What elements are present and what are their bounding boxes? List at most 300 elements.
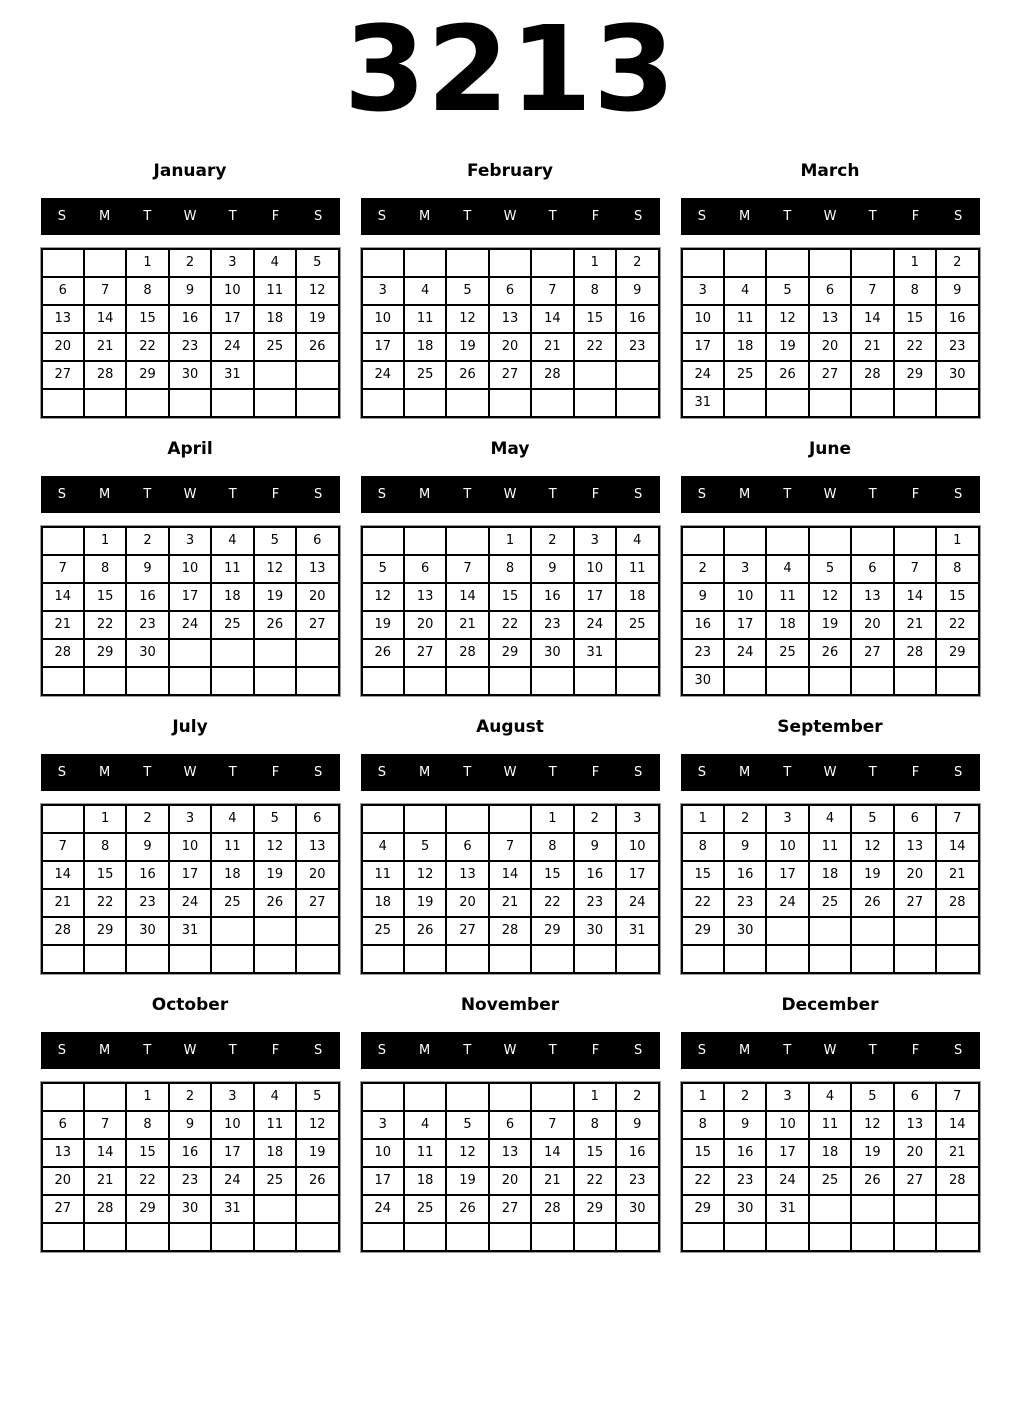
day-cell: 1 bbox=[936, 527, 978, 555]
empty-day-cell bbox=[809, 667, 851, 695]
day-cell: 26 bbox=[851, 889, 893, 917]
month-block bbox=[361, 160, 660, 418]
month-grid bbox=[681, 1082, 980, 1252]
day-cell: 30 bbox=[126, 917, 168, 945]
day-cell: 19 bbox=[254, 583, 296, 611]
day-cell: 13 bbox=[809, 305, 851, 333]
day-cell: 28 bbox=[42, 639, 84, 667]
week-row bbox=[42, 667, 339, 695]
day-cell: 17 bbox=[616, 861, 658, 889]
empty-day-cell bbox=[254, 1195, 296, 1223]
day-cell: 6 bbox=[894, 805, 936, 833]
day-cell: 23 bbox=[574, 889, 616, 917]
day-cell: 17 bbox=[211, 1139, 253, 1167]
day-cell: 29 bbox=[574, 1195, 616, 1223]
empty-day-cell bbox=[211, 917, 253, 945]
day-cell: 23 bbox=[724, 889, 766, 917]
week-row bbox=[682, 527, 979, 555]
day-cell: 7 bbox=[531, 277, 573, 305]
day-cell: 26 bbox=[851, 1167, 893, 1195]
empty-day-cell bbox=[169, 1223, 211, 1251]
day-cell: 15 bbox=[84, 861, 126, 889]
day-cell: 10 bbox=[169, 555, 211, 583]
week-row bbox=[42, 1223, 339, 1251]
day-cell: 23 bbox=[531, 611, 573, 639]
day-cell: 25 bbox=[211, 611, 253, 639]
day-cell: 3 bbox=[574, 527, 616, 555]
weekday-header-row bbox=[361, 1032, 660, 1069]
day-cell: 24 bbox=[574, 611, 616, 639]
day-cell: 25 bbox=[809, 889, 851, 917]
empty-day-cell bbox=[446, 667, 488, 695]
day-cell: 22 bbox=[126, 333, 168, 361]
week-row bbox=[682, 1083, 979, 1111]
day-cell: 3 bbox=[724, 555, 766, 583]
day-cell: 14 bbox=[446, 583, 488, 611]
day-cell: 14 bbox=[936, 1111, 978, 1139]
empty-day-cell bbox=[84, 249, 126, 277]
empty-day-cell bbox=[682, 1223, 724, 1251]
week-row bbox=[42, 555, 339, 583]
month-block bbox=[361, 438, 660, 696]
day-cell: 22 bbox=[531, 889, 573, 917]
week-row bbox=[42, 945, 339, 973]
day-cell: 10 bbox=[211, 1111, 253, 1139]
weekday-header-cell: F bbox=[591, 208, 600, 224]
day-cell: 1 bbox=[574, 1083, 616, 1111]
weekday-header-cell: F bbox=[591, 764, 600, 780]
weekday-header-cell: T bbox=[868, 1042, 877, 1058]
month-grid bbox=[361, 1082, 660, 1252]
day-cell: 17 bbox=[211, 305, 253, 333]
day-cell: 12 bbox=[296, 277, 338, 305]
day-cell: 19 bbox=[809, 611, 851, 639]
day-cell: 5 bbox=[851, 805, 893, 833]
day-cell: 13 bbox=[851, 583, 893, 611]
day-cell: 19 bbox=[404, 889, 446, 917]
day-cell: 13 bbox=[894, 833, 936, 861]
day-cell: 5 bbox=[809, 555, 851, 583]
week-row bbox=[42, 277, 339, 305]
day-cell: 2 bbox=[616, 1083, 658, 1111]
day-cell: 12 bbox=[766, 305, 808, 333]
empty-day-cell bbox=[84, 1223, 126, 1251]
day-cell: 16 bbox=[724, 1139, 766, 1167]
day-cell: 19 bbox=[362, 611, 404, 639]
weekday-header-row bbox=[41, 754, 340, 791]
day-cell: 6 bbox=[404, 555, 446, 583]
empty-day-cell bbox=[531, 667, 573, 695]
month-grid bbox=[681, 248, 980, 418]
day-cell: 23 bbox=[936, 333, 978, 361]
month-block bbox=[681, 716, 980, 974]
day-cell: 7 bbox=[936, 805, 978, 833]
day-cell: 9 bbox=[126, 555, 168, 583]
weekday-header-cell: F bbox=[271, 486, 280, 502]
day-cell: 27 bbox=[894, 1167, 936, 1195]
day-cell: 30 bbox=[126, 639, 168, 667]
empty-day-cell bbox=[404, 805, 446, 833]
week-row bbox=[682, 611, 979, 639]
day-cell: 10 bbox=[766, 833, 808, 861]
day-cell: 25 bbox=[724, 361, 766, 389]
day-cell: 6 bbox=[446, 833, 488, 861]
day-cell: 4 bbox=[211, 527, 253, 555]
weekday-header-cell: S bbox=[57, 486, 66, 502]
day-cell: 12 bbox=[296, 1111, 338, 1139]
day-cell: 10 bbox=[169, 833, 211, 861]
day-cell: 4 bbox=[616, 527, 658, 555]
weekday-header-cell: S bbox=[57, 208, 66, 224]
empty-day-cell bbox=[894, 667, 936, 695]
day-cell: 22 bbox=[574, 333, 616, 361]
empty-day-cell bbox=[766, 667, 808, 695]
month-name: July bbox=[172, 716, 208, 737]
weekday-header-cell: T bbox=[463, 208, 472, 224]
empty-day-cell bbox=[362, 389, 404, 417]
empty-day-cell bbox=[254, 1223, 296, 1251]
day-cell: 7 bbox=[84, 1111, 126, 1139]
day-cell: 28 bbox=[894, 639, 936, 667]
empty-day-cell bbox=[84, 1083, 126, 1111]
weekday-header-cell: S bbox=[634, 486, 643, 502]
day-cell: 9 bbox=[126, 833, 168, 861]
day-cell: 15 bbox=[682, 861, 724, 889]
weekday-header-cell: T bbox=[228, 1042, 237, 1058]
day-cell: 28 bbox=[936, 889, 978, 917]
empty-day-cell bbox=[169, 945, 211, 973]
day-cell: 22 bbox=[894, 333, 936, 361]
weekday-header-cell: W bbox=[823, 208, 837, 224]
day-cell: 24 bbox=[362, 1195, 404, 1223]
day-cell: 20 bbox=[894, 861, 936, 889]
day-cell: 4 bbox=[724, 277, 766, 305]
day-cell: 28 bbox=[851, 361, 893, 389]
empty-day-cell bbox=[211, 639, 253, 667]
weekday-header-cell: T bbox=[143, 486, 152, 502]
day-cell: 2 bbox=[724, 805, 766, 833]
day-cell: 28 bbox=[531, 1195, 573, 1223]
day-cell: 14 bbox=[851, 305, 893, 333]
weekday-header-cell: M bbox=[738, 486, 751, 502]
week-row bbox=[682, 833, 979, 861]
day-cell: 11 bbox=[404, 1139, 446, 1167]
day-cell: 5 bbox=[254, 805, 296, 833]
day-cell: 28 bbox=[489, 917, 531, 945]
empty-day-cell bbox=[211, 389, 253, 417]
weekday-header-cell: S bbox=[314, 486, 323, 502]
weekday-header-cell: M bbox=[738, 764, 751, 780]
empty-day-cell bbox=[254, 667, 296, 695]
day-cell: 8 bbox=[531, 833, 573, 861]
weekday-header-cell: T bbox=[463, 486, 472, 502]
empty-day-cell bbox=[446, 249, 488, 277]
empty-day-cell bbox=[766, 389, 808, 417]
day-cell: 23 bbox=[126, 611, 168, 639]
weekday-header-cell: T bbox=[783, 486, 792, 502]
day-cell: 30 bbox=[169, 361, 211, 389]
empty-day-cell bbox=[42, 389, 84, 417]
empty-day-cell bbox=[936, 917, 978, 945]
month-name: February bbox=[466, 160, 554, 181]
day-cell: 24 bbox=[169, 611, 211, 639]
weekday-header-cell: S bbox=[697, 1042, 706, 1058]
day-cell: 31 bbox=[169, 917, 211, 945]
day-cell: 30 bbox=[531, 639, 573, 667]
weekday-header-cell: W bbox=[183, 764, 197, 780]
weekday-header-cell: W bbox=[183, 208, 197, 224]
week-row bbox=[362, 667, 659, 695]
week-row bbox=[362, 249, 659, 277]
empty-day-cell bbox=[254, 917, 296, 945]
day-cell: 28 bbox=[936, 1167, 978, 1195]
week-row bbox=[682, 945, 979, 973]
empty-day-cell bbox=[296, 639, 338, 667]
day-cell: 29 bbox=[682, 1195, 724, 1223]
empty-day-cell bbox=[254, 945, 296, 973]
weekday-header-row bbox=[41, 1032, 340, 1069]
day-cell: 4 bbox=[404, 1111, 446, 1139]
day-cell: 4 bbox=[362, 833, 404, 861]
day-cell: 26 bbox=[404, 917, 446, 945]
weekday-header-cell: M bbox=[418, 208, 431, 224]
day-cell: 21 bbox=[851, 333, 893, 361]
weekday-header-cell: W bbox=[503, 486, 517, 502]
day-cell: 7 bbox=[936, 1083, 978, 1111]
day-cell: 26 bbox=[766, 361, 808, 389]
day-cell: 22 bbox=[682, 889, 724, 917]
empty-day-cell bbox=[489, 945, 531, 973]
week-row bbox=[682, 1167, 979, 1195]
day-cell: 28 bbox=[446, 639, 488, 667]
empty-day-cell bbox=[211, 667, 253, 695]
weekday-header-cell: T bbox=[463, 764, 472, 780]
weekday-header-cell: W bbox=[503, 208, 517, 224]
empty-day-cell bbox=[42, 667, 84, 695]
day-cell: 6 bbox=[296, 805, 338, 833]
day-cell: 26 bbox=[254, 611, 296, 639]
empty-day-cell bbox=[42, 1083, 84, 1111]
empty-day-cell bbox=[682, 249, 724, 277]
weekday-header-cell: S bbox=[697, 208, 706, 224]
weekday-header-cell: S bbox=[697, 764, 706, 780]
day-cell: 15 bbox=[531, 861, 573, 889]
month-name: January bbox=[153, 160, 227, 181]
day-cell: 13 bbox=[42, 1139, 84, 1167]
day-cell: 27 bbox=[894, 889, 936, 917]
day-cell: 27 bbox=[489, 1195, 531, 1223]
weekday-header-cell: S bbox=[634, 208, 643, 224]
day-cell: 9 bbox=[574, 833, 616, 861]
weekday-header-cell: S bbox=[314, 1042, 323, 1058]
empty-day-cell bbox=[531, 249, 573, 277]
week-row bbox=[682, 333, 979, 361]
week-row bbox=[682, 361, 979, 389]
empty-day-cell bbox=[574, 389, 616, 417]
day-cell: 18 bbox=[254, 305, 296, 333]
day-cell: 16 bbox=[169, 1139, 211, 1167]
empty-day-cell bbox=[724, 249, 766, 277]
empty-day-cell bbox=[404, 527, 446, 555]
week-row bbox=[682, 555, 979, 583]
day-cell: 27 bbox=[42, 1195, 84, 1223]
day-cell: 24 bbox=[724, 639, 766, 667]
empty-day-cell bbox=[42, 1223, 84, 1251]
empty-day-cell bbox=[404, 1223, 446, 1251]
empty-day-cell bbox=[574, 1223, 616, 1251]
day-cell: 31 bbox=[211, 361, 253, 389]
empty-day-cell bbox=[296, 1223, 338, 1251]
day-cell: 12 bbox=[809, 583, 851, 611]
empty-day-cell bbox=[254, 639, 296, 667]
month-block bbox=[681, 160, 980, 418]
empty-day-cell bbox=[851, 667, 893, 695]
day-cell: 6 bbox=[851, 555, 893, 583]
empty-day-cell bbox=[42, 249, 84, 277]
day-cell: 22 bbox=[682, 1167, 724, 1195]
weekday-header-cell: M bbox=[418, 1042, 431, 1058]
day-cell: 20 bbox=[489, 333, 531, 361]
day-cell: 23 bbox=[682, 639, 724, 667]
weekday-header-cell: M bbox=[738, 1042, 751, 1058]
months-grid bbox=[0, 160, 1020, 1252]
day-cell: 9 bbox=[169, 277, 211, 305]
weekday-header-cell: S bbox=[954, 486, 963, 502]
day-cell: 13 bbox=[296, 833, 338, 861]
day-cell: 9 bbox=[724, 833, 766, 861]
empty-day-cell bbox=[574, 667, 616, 695]
day-cell: 16 bbox=[574, 861, 616, 889]
day-cell: 15 bbox=[936, 583, 978, 611]
day-cell: 21 bbox=[936, 861, 978, 889]
empty-day-cell bbox=[296, 389, 338, 417]
day-cell: 8 bbox=[126, 1111, 168, 1139]
empty-day-cell bbox=[724, 527, 766, 555]
empty-day-cell bbox=[936, 667, 978, 695]
weekday-header-cell: W bbox=[183, 486, 197, 502]
day-cell: 2 bbox=[169, 249, 211, 277]
empty-day-cell bbox=[894, 945, 936, 973]
day-cell: 18 bbox=[724, 333, 766, 361]
empty-day-cell bbox=[531, 1223, 573, 1251]
weekday-header-cell: T bbox=[228, 486, 237, 502]
empty-day-cell bbox=[446, 389, 488, 417]
empty-day-cell bbox=[42, 527, 84, 555]
day-cell: 10 bbox=[766, 1111, 808, 1139]
day-cell: 29 bbox=[84, 639, 126, 667]
week-row bbox=[42, 583, 339, 611]
day-cell: 8 bbox=[894, 277, 936, 305]
empty-day-cell bbox=[894, 1223, 936, 1251]
day-cell: 24 bbox=[766, 1167, 808, 1195]
weekday-header-cell: F bbox=[271, 1042, 280, 1058]
day-cell: 29 bbox=[531, 917, 573, 945]
month-name: October bbox=[151, 994, 229, 1015]
month-block bbox=[41, 438, 340, 696]
weekday-header-cell: S bbox=[697, 486, 706, 502]
empty-day-cell bbox=[616, 667, 658, 695]
day-cell: 9 bbox=[531, 555, 573, 583]
day-cell: 3 bbox=[362, 1111, 404, 1139]
day-cell: 22 bbox=[84, 889, 126, 917]
week-row bbox=[42, 639, 339, 667]
day-cell: 21 bbox=[84, 333, 126, 361]
day-cell: 30 bbox=[682, 667, 724, 695]
empty-day-cell bbox=[404, 389, 446, 417]
day-cell: 22 bbox=[936, 611, 978, 639]
week-row bbox=[682, 389, 979, 417]
weekday-header-cell: M bbox=[98, 486, 111, 502]
empty-day-cell bbox=[211, 945, 253, 973]
month-name: March bbox=[800, 160, 860, 181]
week-row bbox=[362, 583, 659, 611]
empty-day-cell bbox=[362, 1223, 404, 1251]
empty-day-cell bbox=[809, 1195, 851, 1223]
weekday-header-cell: T bbox=[143, 208, 152, 224]
day-cell: 7 bbox=[489, 833, 531, 861]
day-cell: 16 bbox=[616, 305, 658, 333]
month-name: April bbox=[167, 438, 213, 459]
day-cell: 4 bbox=[211, 805, 253, 833]
weekday-header-row bbox=[681, 476, 980, 513]
day-cell: 18 bbox=[211, 861, 253, 889]
day-cell: 11 bbox=[254, 277, 296, 305]
day-cell: 10 bbox=[682, 305, 724, 333]
day-cell: 3 bbox=[169, 805, 211, 833]
day-cell: 25 bbox=[362, 917, 404, 945]
empty-day-cell bbox=[446, 805, 488, 833]
day-cell: 9 bbox=[724, 1111, 766, 1139]
month-grid bbox=[41, 248, 340, 418]
week-row bbox=[362, 389, 659, 417]
weekday-header-cell: T bbox=[463, 1042, 472, 1058]
empty-day-cell bbox=[254, 389, 296, 417]
day-cell: 3 bbox=[766, 1083, 808, 1111]
empty-day-cell bbox=[84, 667, 126, 695]
weekday-header-cell: M bbox=[738, 208, 751, 224]
day-cell: 24 bbox=[169, 889, 211, 917]
weekday-header-cell: T bbox=[783, 764, 792, 780]
empty-day-cell bbox=[724, 1223, 766, 1251]
month-block bbox=[41, 994, 340, 1252]
day-cell: 27 bbox=[809, 361, 851, 389]
day-cell: 3 bbox=[766, 805, 808, 833]
month-grid bbox=[681, 804, 980, 974]
day-cell: 2 bbox=[724, 1083, 766, 1111]
day-cell: 11 bbox=[211, 555, 253, 583]
day-cell: 17 bbox=[766, 861, 808, 889]
week-row bbox=[362, 1195, 659, 1223]
empty-day-cell bbox=[254, 361, 296, 389]
weekday-header-cell: W bbox=[183, 1042, 197, 1058]
day-cell: 5 bbox=[296, 249, 338, 277]
month-grid bbox=[41, 526, 340, 696]
day-cell: 22 bbox=[84, 611, 126, 639]
day-cell: 17 bbox=[169, 583, 211, 611]
day-cell: 9 bbox=[936, 277, 978, 305]
weekday-header-cell: S bbox=[634, 1042, 643, 1058]
weekday-header-cell: T bbox=[228, 764, 237, 780]
day-cell: 31 bbox=[616, 917, 658, 945]
day-cell: 7 bbox=[84, 277, 126, 305]
day-cell: 29 bbox=[894, 361, 936, 389]
empty-day-cell bbox=[682, 945, 724, 973]
week-row bbox=[362, 917, 659, 945]
week-row bbox=[42, 805, 339, 833]
empty-day-cell bbox=[169, 389, 211, 417]
empty-day-cell bbox=[362, 945, 404, 973]
month-grid bbox=[361, 804, 660, 974]
